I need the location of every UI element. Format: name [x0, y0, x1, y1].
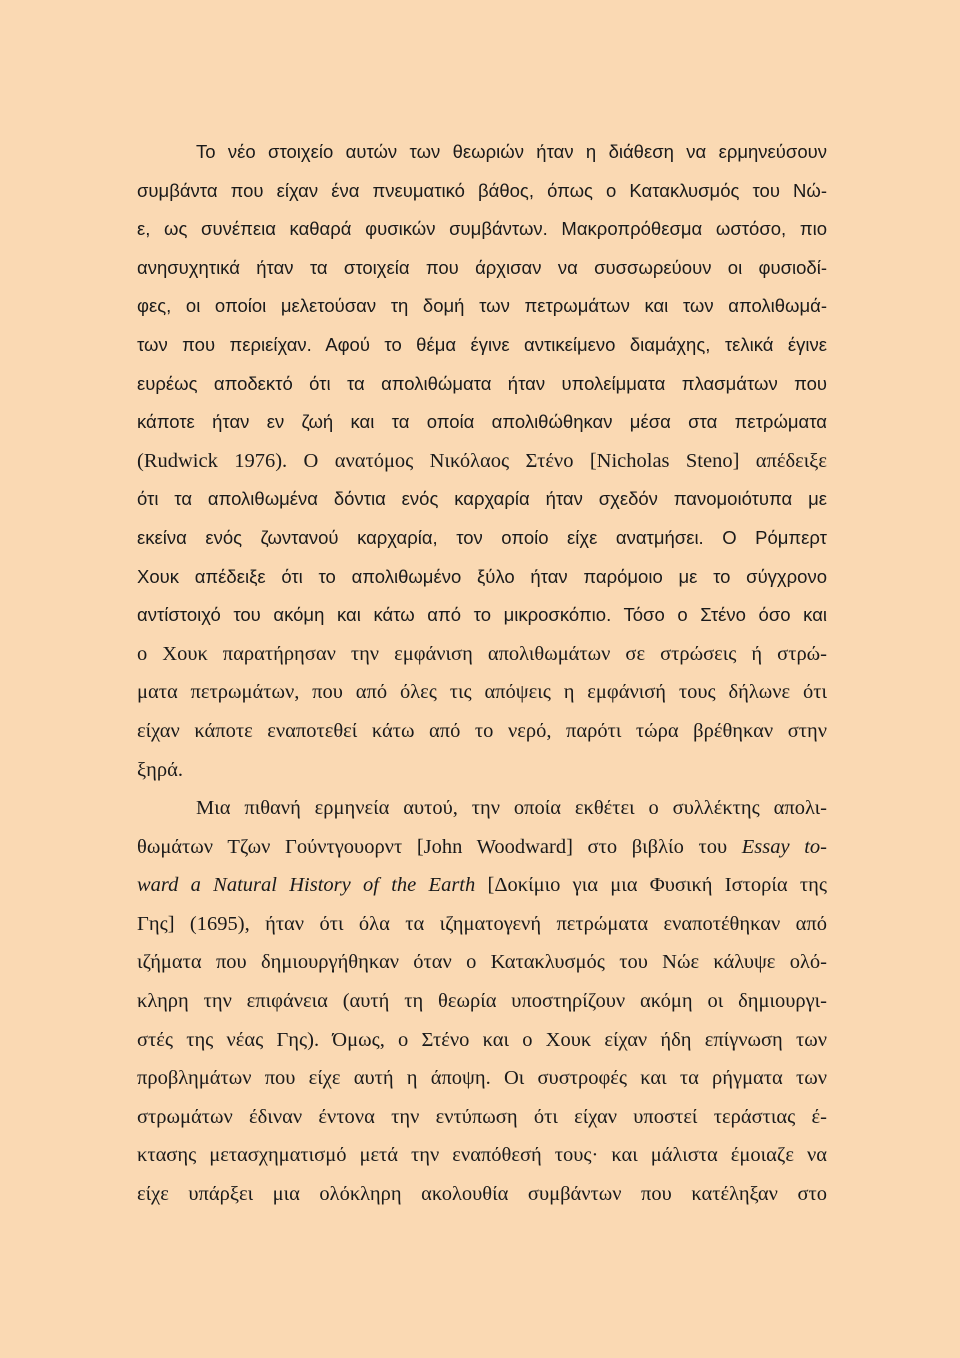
text-line: των που περιείχαν. Αφού το θέμα έγινε αντικείμενο διαμάχης, τελικά έγινε — [137, 333, 827, 355]
text-line: Γης] (1695), ήταν ότι όλα τα ιζηματογενή πετρώματα εναποτέθηκαν από — [137, 912, 827, 935]
text-line: εκείνα ενός ζωντανού καρχαρία, τον οποίο είχε ανατμήσει. Ο Ρόμπερτ — [137, 526, 827, 548]
text-line: στρωμάτων έδιναν έντονα την εντύπωση ότι είχαν υποστεί τεράστιας έ- — [137, 1105, 827, 1128]
text-line: ανησυχητικά ήταν τα στοιχεία που άρχισαν να συσσωρεύουν οι φυσιοδί- — [137, 256, 827, 278]
text-line: κτασης μετασχηματισμό μετά την εναπόθεσή τους· και μάλιστα έμοιαζε να — [137, 1144, 827, 1167]
text-line: φες, οι οποίοι μελετούσαν τη δομή των πετρωμάτων και των απολιθωμά- — [137, 295, 827, 317]
book-title-italic: ward a Natural History of the Earth — [137, 874, 476, 897]
text-line: ward a Natural History of the Earth [Δοκίμιο για μια Φυσική Ιστορία της — [137, 874, 827, 897]
text-line: ότι τα απολιθωμένα δόντια ενός καρχαρία ήταν σχεδόν πανομοιότυπα με — [137, 488, 827, 510]
text-line: ιζήματα που δημιουργήθηκαν όταν ο Κατακλυσμός του Νώε κάλυψε ολό- — [137, 951, 827, 974]
text-line: ματα πετρωμάτων, που από όλες τις απόψεις η εμφάνισή τους δήλωνε ότι — [137, 681, 827, 704]
text-line: προβλημάτων που είχε αυτή η άποψη. Οι συστροφές και τα ρήγματα των — [137, 1067, 827, 1090]
text-line: ξηρά. — [137, 758, 183, 781]
text-line: κληρη την επιφάνεια (αυτή τη θεωρία υποστηρίζουν ακόμη οι δημιουργι- — [137, 990, 827, 1013]
text-line: Μια πιθανή ερμηνεία αυτού, την οποία εκθέτει ο συλλέκτης απολι- — [196, 797, 827, 820]
text-line: είχαν κάποτε εναποτεθεί κάτω από το νερό, παρότι τώρα βρέθηκαν στην — [137, 719, 827, 742]
text-line: ευρέως αποδεκτό ότι τα απολιθώματα ήταν υπολείμματα πλασμάτων που — [137, 372, 827, 394]
book-title-italic: Essay to- — [741, 835, 827, 858]
text-line: (Rudwick 1976). Ο ανατόμος Νικόλαος Στένο [Nicholas Steno] απέδειξε — [137, 449, 827, 472]
text-line: Το νέο στοιχείο αυτών των θεωριών ήταν η διάθεση να ερμηνεύσουν — [196, 141, 827, 162]
text-line: στές της νέας Γης). Όμως, ο Στένο και ο Χουκ είχαν ήδη επίγνωση των — [137, 1028, 827, 1051]
text-line: κάποτε ήταν εν ζωή και τα οποία απολιθώθηκαν μέσα στα πετρώματα — [137, 411, 827, 433]
text-line: Χουκ απέδειξε ότι το απολιθωμένο ξύλο ήταν παρόμοιο με το σύγχρονο — [137, 565, 827, 587]
text-line: θωμάτων Τζων Γούντγουορντ [John Woodward] στο βιβλίο του Essay to- — [137, 835, 827, 858]
body-text — [137, 133, 827, 1214]
text-line: είχε υπάρξει μια ολόκληρη ακολουθία συμβάντων που κατέληξαν στο — [137, 1183, 827, 1206]
text-line: αντίστοιχό του ακόμη και κάτω από το μικροσκόπιο. Τόσο ο Στένο όσο και — [137, 604, 827, 626]
text-line: ε, ως συνέπεια καθαρά φυσικών συμβάντων. Μακροπρόθεσμα ωστόσο, πιο — [137, 218, 827, 240]
text-line: ο Χουκ παρατήρησαν την εμφάνιση απολιθωμάτων σε στρώσεις ή στρώ- — [137, 642, 827, 665]
text-line: συμβάντα που είχαν ένα πνευματικό βάθος, όπως ο Κατακλυσμός του Νώ- — [137, 179, 827, 201]
